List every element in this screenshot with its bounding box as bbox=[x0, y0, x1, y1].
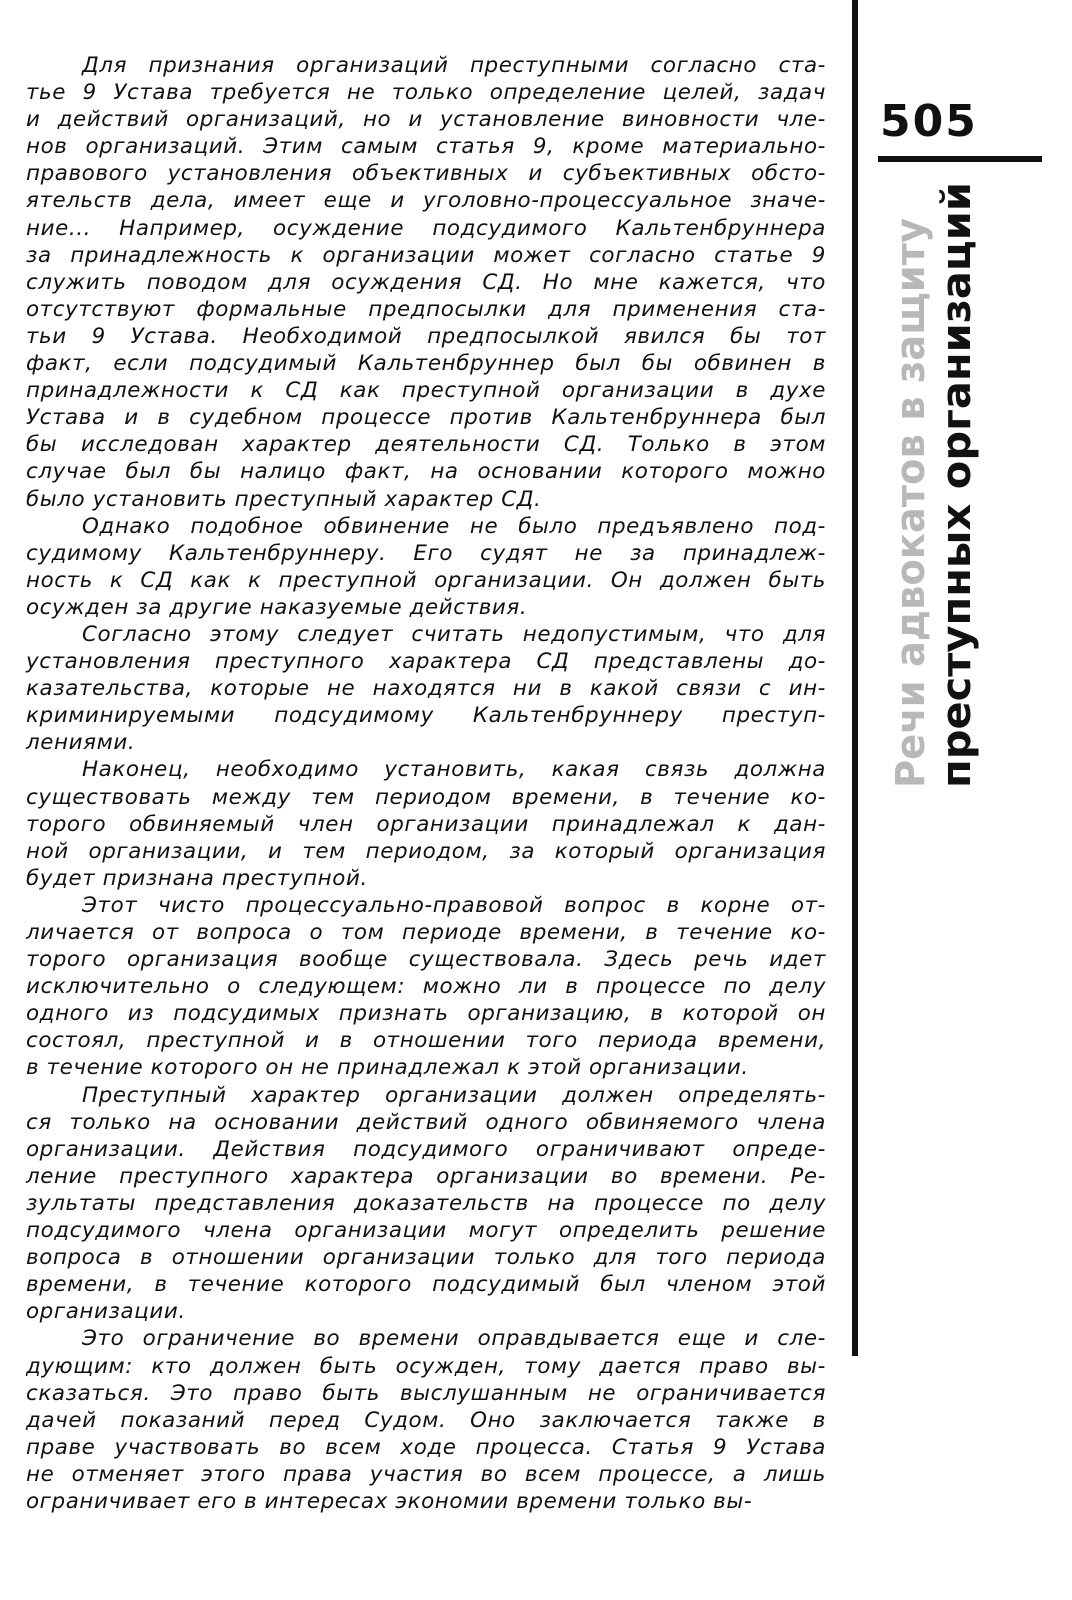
text-line: правового установления объективных и субъективных обсто- bbox=[26, 161, 826, 187]
text-line: вопроса в отношении организации только для того периода bbox=[26, 1245, 826, 1271]
text-line: не отменяет этого права участия во всем процессе, а лишь bbox=[26, 1461, 826, 1487]
running-title bbox=[880, 178, 980, 798]
text-line: одного из подсудимых признать организацию, в которой он bbox=[26, 1001, 826, 1027]
page-number: 505 bbox=[880, 96, 978, 147]
text-line: нов организаций. Этим самым статья 9, кроме материально- bbox=[26, 134, 826, 160]
paragraph bbox=[26, 513, 826, 621]
text-line: ность к СД как к преступной организации. Он должен быть bbox=[26, 567, 826, 593]
text-line: дующим: кто должен быть осужден, тому дается право вы- bbox=[26, 1353, 826, 1379]
paragraph bbox=[26, 52, 826, 513]
text-line: состоял, преступной и в отношении того периода времени, bbox=[26, 1028, 826, 1054]
text-line: зультаты представления доказательств на процессе по делу bbox=[26, 1190, 826, 1216]
text-line: лениями. bbox=[26, 730, 136, 756]
text-line: отсутствуют формальные предпосылки для применения ста- bbox=[26, 296, 826, 322]
horizontal-rule bbox=[878, 156, 1042, 162]
text-line: существовать между тем периодом времени, в течение ко- bbox=[26, 784, 826, 810]
running-title-line2: преступных организаций bbox=[934, 204, 980, 788]
text-line: осужден за другие наказуемые действия. bbox=[26, 594, 528, 620]
text-line: Для признания организаций преступными согласно ста- bbox=[82, 53, 826, 78]
paragraph bbox=[26, 621, 826, 756]
text-line: было установить преступный характер СД. bbox=[26, 486, 542, 512]
text-line: и действий организаций, но и установление виновности чле- bbox=[26, 107, 826, 133]
text-line: будет признана преступной. bbox=[26, 865, 368, 891]
running-title-line1: Речи адвокатов в защиту bbox=[888, 195, 934, 788]
text-line: ной организации, и тем периодом, за который организация bbox=[26, 838, 826, 864]
text-line: в течение которого он не принадлежал к этой организации. bbox=[26, 1055, 749, 1081]
paragraph bbox=[26, 1325, 826, 1515]
text-line: организации. Действия подсудимого ограничивают опреде- bbox=[26, 1136, 826, 1162]
body-text bbox=[26, 52, 826, 1515]
text-line: торого организация вообще существовала. Здесь речь идет bbox=[26, 947, 826, 973]
text-line: ся только на основании действий одного обвиняемого члена bbox=[26, 1109, 826, 1135]
text-line: служить поводом для осуждения СД. Но мне кажется, что bbox=[26, 269, 826, 295]
text-line: ограничивает его в интересах экономии времени только вы- bbox=[26, 1488, 753, 1514]
paragraph bbox=[26, 1082, 826, 1326]
text-line: ление преступного характера организации во времени. Ре- bbox=[26, 1163, 826, 1189]
text-line: праве участвовать во всем ходе процесса. Статья 9 Устава bbox=[26, 1434, 826, 1460]
text-line: сказаться. Это право быть выслушанным не ограничивается bbox=[26, 1380, 826, 1406]
paragraph bbox=[26, 756, 826, 891]
text-line: подсудимого члена организации могут определить решение bbox=[26, 1218, 826, 1244]
text-line: Это ограничение во времени оправдывается еще и сле- bbox=[82, 1326, 826, 1352]
text-line: за принадлежность к организации может согласно статье 9 bbox=[26, 242, 826, 268]
text-line: судимому Кальтенбруннеру. Его судят не за принадлеж- bbox=[26, 540, 826, 566]
text-line: установления преступного характера СД представлены до- bbox=[26, 649, 826, 675]
text-line: Наконец, необходимо установить, какая связь должна bbox=[82, 757, 826, 783]
text-line: факт, если подсудимый Кальтенбруннер был бы обвинен в bbox=[26, 351, 826, 377]
text-line: случае был бы налицо факт, на основании которого можно bbox=[26, 459, 826, 485]
text-line: торого обвиняемый член организации принадлежал к дан- bbox=[26, 811, 826, 837]
text-line: личается от вопроса о том периоде времени, в течение ко- bbox=[26, 920, 826, 945]
text-line: Этот чисто процессуально-правовой вопрос в корне от- bbox=[82, 892, 826, 918]
text-line: дачей показаний перед Судом. Оно заключается также в bbox=[26, 1407, 826, 1433]
text-line: ятельств дела, имеет еще и уголовно-процессуальное значе- bbox=[26, 188, 826, 214]
text-line: организации. bbox=[26, 1299, 186, 1325]
text-line: Устава и в судебном процессе против Кальтенбруннера был bbox=[26, 405, 826, 431]
text-line: тьи 9 Устава. Необходимой предпосылкой явился бы тот bbox=[26, 323, 826, 349]
text-line: криминируемыми подсудимому Кальтенбруннеру преступ- bbox=[26, 703, 826, 729]
text-line: времени, в течение которого подсудимый был членом этой bbox=[26, 1272, 826, 1298]
vertical-rule bbox=[852, 0, 858, 1356]
text-line: Однако подобное обвинение не было предъявлено под- bbox=[82, 513, 826, 539]
text-line: принадлежности к СД как преступной организации в духе bbox=[26, 378, 826, 404]
text-line: Согласно этому следует считать недопустимым, что для bbox=[82, 621, 826, 647]
text-line: ние... Например, осуждение подсудимого Кальтенбруннера bbox=[26, 215, 826, 241]
text-line: Преступный характер организации должен определять- bbox=[82, 1082, 826, 1108]
text-line: казательства, которые не находятся ни в какой связи с ин- bbox=[26, 676, 826, 702]
text-line: исключительно о следующем: можно ли в процессе по делу bbox=[26, 974, 826, 1000]
text-line: бы исследован характер деятельности СД. Только в этом bbox=[26, 432, 826, 458]
paragraph bbox=[26, 892, 826, 1082]
text-line: тье 9 Устава требуется не только определение целей, задач bbox=[26, 80, 826, 106]
